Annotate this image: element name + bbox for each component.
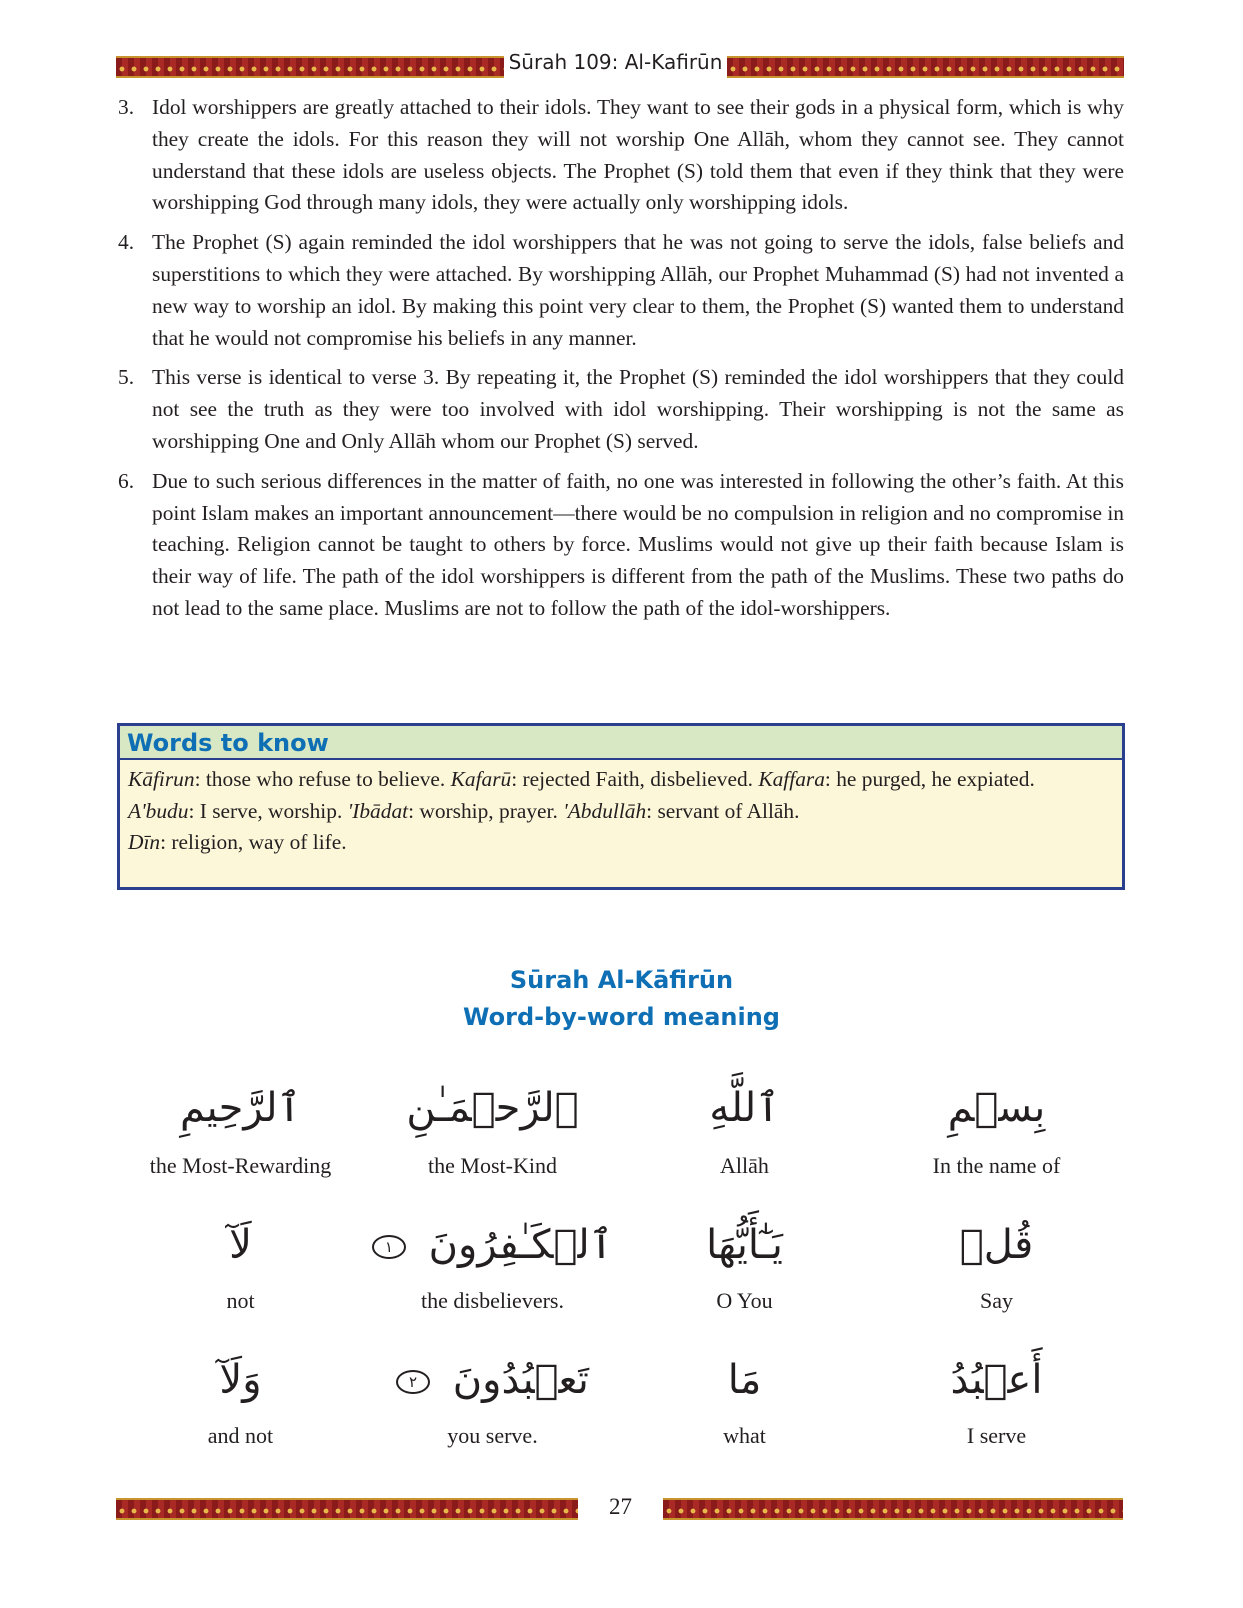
explanation-point <box>118 466 1124 625</box>
arabic-word: لَآ <box>229 1222 252 1268</box>
glossary-definition: : he purged, he expiated. <box>824 767 1035 791</box>
glossary-line <box>128 827 1114 859</box>
glossary-term: Dīn <box>128 830 161 854</box>
arabic-word-with-verse-marker <box>367 1350 618 1410</box>
point-number: 5. <box>118 365 135 390</box>
point-text: Idol worshippers are greatly attached to their idols. They want to see their gods in a physical form, which is why they create the idols. For this reason they will not worship One Allāh, whom they cannot see. They cannot understand that these idols are useless objects. The Prophet (S) told them that even if they think that they were worshipping God through many idols, they were actually only worshipping idols. <box>152 95 1124 215</box>
glossary-definition: : I serve, worship. <box>188 798 348 823</box>
point-number: 6. <box>118 468 135 493</box>
glossary-definition: : those who refuse to believe. <box>194 767 451 791</box>
arabic-word-with-verse-marker <box>367 1215 618 1275</box>
words-to-know-heading: Words to know <box>120 726 1122 760</box>
glossary-definition: : religion, way of life. <box>160 830 347 854</box>
page-number: 27 <box>609 1494 632 1519</box>
arabic-word: ٱللَّهِ <box>709 1085 780 1131</box>
section-title-line2: Word-by-word meaning <box>463 1003 780 1031</box>
word-meaning: I serve <box>966 1423 1027 1448</box>
point-text: This verse is identical to verse 3. By repeating it, the Prophet (S) reminded the idol worshippers that they could not see the truth as they were too involved with idol worshipping. Their worshipping is not the same as worshipping One and Only Allāh whom our Prophet (S) served. <box>152 365 1124 453</box>
word-meaning: Allāh <box>720 1153 769 1178</box>
glossary-line <box>128 796 1114 828</box>
point-number: 4. <box>118 230 135 255</box>
words-to-know-body <box>120 760 1122 859</box>
word-meaning: not <box>226 1288 255 1313</box>
glossary-term: A'budu <box>128 798 189 823</box>
section-title <box>300 962 943 1036</box>
arabic-word: مَا <box>727 1357 762 1403</box>
section-title-line1: Sūrah Al-Kāfirūn <box>509 966 734 994</box>
glossary-definition: : worship, prayer. <box>408 798 564 823</box>
arabic-word: بِسۡمِ <box>947 1085 1046 1131</box>
arabic-word: ٱلرَّحۡمَـٰنِ <box>406 1085 579 1131</box>
arabic-word: يَـٰٓأَيُّهَا <box>706 1222 783 1268</box>
word-meaning: the disbelievers. <box>421 1288 564 1313</box>
word-meaning: and not <box>207 1423 274 1448</box>
arabic-word: ٱلرَّحِيمِ <box>179 1085 302 1131</box>
explanation-point <box>118 227 1124 354</box>
glossary-line <box>128 764 1114 796</box>
point-number: 3. <box>118 95 135 119</box>
word-meaning: the Most-Kind <box>428 1153 557 1178</box>
arabic-word: وَلَآ <box>219 1357 262 1403</box>
verse-end-marker-icon: ٢ <box>396 1370 430 1394</box>
header-ornament-left <box>116 56 504 78</box>
explanation-list <box>118 92 1124 633</box>
word-meaning: the Most-Rewarding <box>149 1153 332 1178</box>
explanation-point <box>118 92 1124 219</box>
glossary-term: 'Ibādat <box>347 798 409 823</box>
glossary-term: 'Abdullāh <box>563 798 647 823</box>
words-to-know-box <box>117 723 1125 890</box>
arabic-word: قُلۡ <box>959 1222 1034 1268</box>
footer-ornament-left <box>116 1498 578 1520</box>
glossary-definition: : servant of Allāh. <box>646 798 800 823</box>
glossary-term: Kafarū <box>450 767 512 791</box>
header-ornament-right <box>727 56 1124 78</box>
glossary-term: Kaffara <box>758 767 825 791</box>
running-header: Sūrah 109: Al-Kafirūn <box>508 50 723 74</box>
explanation-point <box>118 362 1124 457</box>
word-meaning: In the name of <box>932 1153 1061 1178</box>
glossary-term: Kāfirun <box>128 767 195 791</box>
word-meaning: you serve. <box>447 1423 538 1448</box>
arabic-word: ٱلۡكَـٰفِرُونَ <box>428 1222 614 1268</box>
point-text: Due to such serious differences in the matter of faith, no one was interested in following the other’s faith. At this point Islam makes an important announcement—there would be no compulsion in religion and no compromise in teaching. Religion cannot be taught to others by force. Muslims would not give up their faith because Islam is their way of life. The path of the idol worshippers is different from the path of the Muslims. These two paths do not lead to the same place. Muslims are not to follow the path of the idol-worshippers. <box>152 468 1124 620</box>
point-text: The Prophet (S) again reminded the idol worshippers that he was not going to serve the idols, false beliefs and superstitions to which they were attached. By worshipping Allāh, our Prophet Muhammad (S) had not invented a new way to worship an idol. By making this point very clear to them, the Prophet (S) wanted them to understand that he would not compromise his beliefs in any manner. <box>152 230 1124 350</box>
glossary-definition: : rejected Faith, disbelieved. <box>511 767 759 791</box>
arabic-word: أَعۡبُدُ <box>950 1357 1043 1403</box>
word-meaning: Say <box>980 1288 1013 1313</box>
arabic-word: تَعۡبُدُونَ <box>452 1357 589 1403</box>
word-meaning: what <box>723 1423 766 1448</box>
word-meaning: O You <box>716 1288 773 1313</box>
verse-end-marker-icon: ١ <box>372 1235 406 1259</box>
footer-ornament-right <box>663 1498 1123 1520</box>
